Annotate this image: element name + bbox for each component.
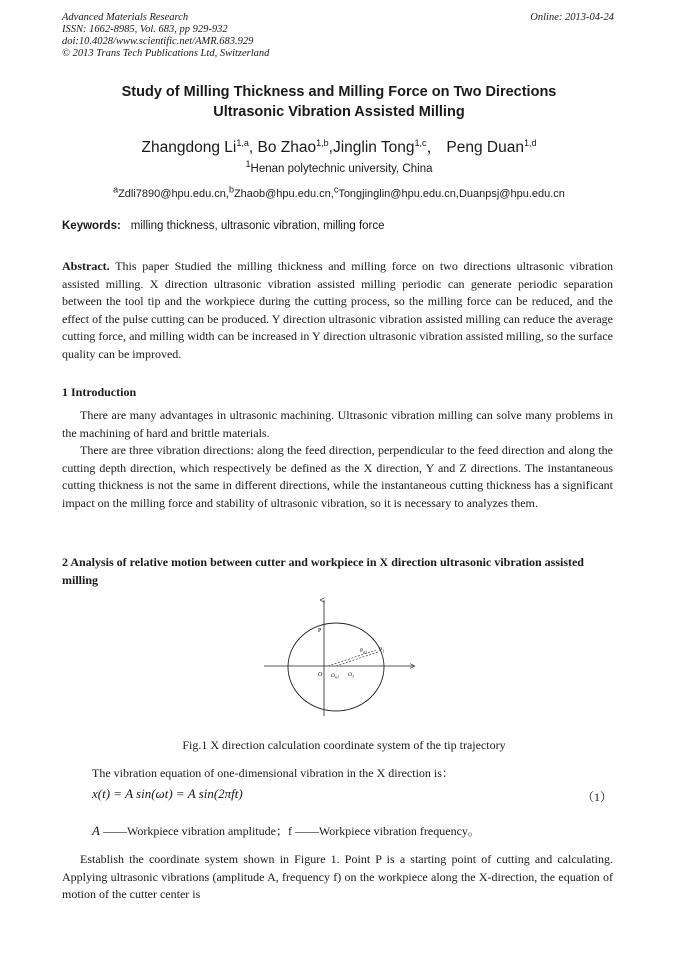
equation-intro: The vibration equation of one-dimensional vibration in the X direction is：: [92, 766, 454, 780]
final-paragraph: Establish the coordinate system shown in Figure 1. Point P is a starting point of cutting and calculating. Applying ultrasonic vibrations (amplitude A, frequency f) on the workpiece along the X-direction, the equation of motion of the cutter center is: [62, 852, 613, 901]
tip-trajectory-circle: [288, 623, 384, 711]
email-link[interactable]: Zdli7890@hpu.edu.cn,: [118, 188, 229, 200]
amplitude-text: ——Workpiece vibration amplitude；f ——Workpiece vibration frequency。: [99, 824, 480, 838]
online-date: Online: 2013-04-24: [530, 12, 614, 23]
author-sep: ,: [248, 139, 258, 156]
abstract: [62, 258, 613, 363]
email-link[interactable]: Tongjinglin@hpu.edu.cn,Duanpsj@hpu.edu.cn: [338, 188, 565, 200]
journal-issn: ISSN: 1662-8985, Vol. 683, pp 929-932: [62, 24, 228, 35]
author-sup: 1,b: [316, 137, 329, 148]
intro-paragraph-1: There are many advantages in ultrasonic machining. Ultrasonic vibration milling can solve many problems in the machining of hard and brittle materials.: [62, 408, 613, 440]
label-p1: $P_1$: [379, 647, 385, 654]
author-sup: 1,d: [523, 137, 537, 148]
author-sup: 1,a: [236, 137, 249, 148]
amplitude-definition: [92, 822, 480, 839]
keywords-label: Keywords:: [62, 220, 121, 232]
email-list: [62, 184, 616, 200]
abstract-text: This paper Studied the milling thickness and milling force on two directions ultrasonic vibration assisted milling. X direction ultrasonic vibration assisted milling periodic can generate periodic separation between the tool tip and the workpiece during the cutting process, so the milling force can be reduced, and the effect of the pulse cutting can be produced. Y direction ultrasonic vibration assisted milling can reduce the average cutting force, and milling width can be increased in Y direction ultrasonic vibration assisted milling, so the surface quality can be improved.: [62, 259, 613, 361]
section-1-heading: 1 Introduction: [62, 385, 137, 399]
label-o1: $O_1$: [348, 672, 354, 679]
label-p: P: [318, 628, 322, 634]
author-sep: ，: [426, 139, 443, 156]
radius-line: [336, 652, 378, 666]
title-line-2: Ultrasonic Vibration Assisted Milling: [213, 104, 465, 120]
radius-line: [328, 650, 376, 666]
email-sup: a: [113, 184, 119, 195]
equation-1-number: （1）: [581, 790, 612, 804]
keywords-text: milling thickness, ultrasonic vibration, milling force: [130, 220, 385, 232]
journal-copyright: © 2013 Trans Tech Publications Ltd, Switzerland: [62, 48, 270, 59]
section-2-heading: 2 Analysis of relative motion between cutter and workpiece in X direction ultrasonic vibration assisted milling: [62, 555, 584, 587]
intro-paragraph-2: There are three vibration directions: along the feed direction, perpendicular to the feed direction and along the cutting depth direction, which respectively be defined as the X direction, Y and Z directions. The instantaneous cutting thickness is not the same in different directions, while the instantaneous cutting thickness has a significant impact on the milling force and stability of ultrasonic vibration, so it is necessary to analyzes them.: [62, 443, 613, 510]
journal-header: [62, 12, 269, 60]
affiliation: [62, 159, 616, 175]
journal-name: Advanced Materials Research: [62, 12, 189, 23]
email-sup: c: [333, 184, 339, 195]
label-o-n1: $O_{n1}$: [331, 673, 339, 680]
affiliation-sup: 1: [245, 159, 251, 170]
author-name: Jinglin Tong: [332, 139, 415, 156]
author-name: Peng Duan: [446, 139, 524, 156]
author-sup: 1,c: [414, 137, 427, 148]
amplitude-symbol: A: [92, 823, 100, 838]
author-name: Zhangdong Li: [141, 139, 237, 156]
email-sup: b: [228, 184, 234, 195]
author-list: [62, 135, 616, 157]
author-name: Bo Zhao: [257, 139, 317, 156]
figure-1-caption: Fig.1 X direction calculation coordinate system of the tip trajectory: [182, 738, 506, 752]
author-sep: ,: [328, 139, 333, 156]
figure-1-diagram: [262, 594, 422, 724]
abstract-label: Abstract.: [62, 259, 110, 273]
affiliation-text: Henan polytechnic university, China: [250, 163, 433, 175]
keywords: [62, 220, 385, 232]
title-line-1: Study of Milling Thickness and Milling Force on Two Directions: [121, 84, 557, 100]
paper-title: [62, 82, 616, 122]
label-p-n1: $P_{n1}$: [360, 648, 368, 655]
email-link[interactable]: Zhaob@hpu.edu.cn,: [233, 188, 334, 200]
equation-1: x(t) = A sin(ωt) = A sin(2πft): [92, 786, 243, 801]
journal-doi: doi:10.4028/www.scientific.net/AMR.683.929: [62, 36, 254, 47]
label-o: O: [318, 672, 323, 678]
